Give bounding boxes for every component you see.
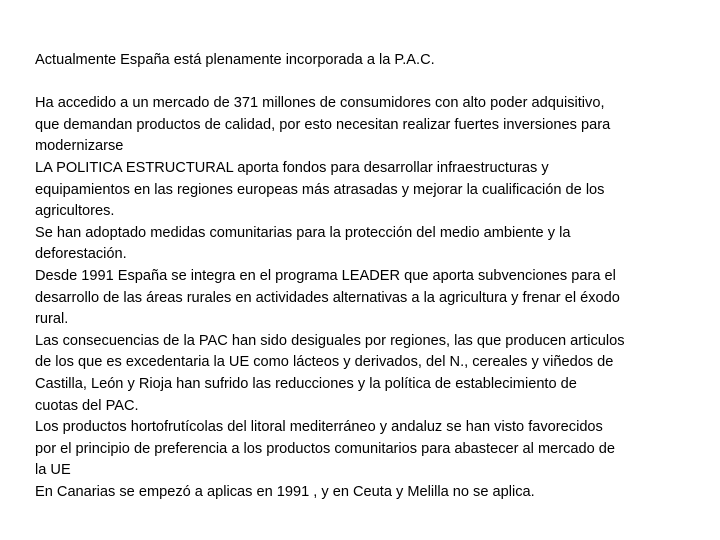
text-line: deforestación. — [35, 246, 127, 263]
slide-text-block — [35, 50, 700, 503]
text-line: desarrollo de las áreas rurales en actividades alternativas a la agricultura y frenar el éxodo — [35, 289, 620, 306]
text-line: En Canarias se empezó a aplicas en 1991 , y en Ceuta y Melilla no se aplica. — [35, 483, 535, 500]
text-line: modernizarse — [35, 138, 124, 155]
text-line: cuotas del PAC. — [35, 397, 139, 414]
text-line: Las consecuencias de la PAC han sido desiguales por regiones, las que producen articulos — [35, 332, 625, 349]
text-line: por el principio de preferencia a los productos comunitarios para abastecer al mercado de — [35, 440, 616, 457]
text-line: que demandan productos de calidad, por esto necesitan realizar fuertes inversiones para — [35, 116, 611, 133]
text-line: Los productos hortofrutícolas del litoral mediterráneo y andaluz se han visto favorecidos — [35, 419, 603, 436]
paragraph-gap — [35, 72, 700, 94]
text-line: Castilla, León y Rioja han sufrido las reducciones y la política de establecimiento de — [35, 375, 577, 392]
text-line: equipamientos en las regiones europeas más atrasadas y mejorar la cualificación de los — [35, 181, 605, 198]
text-line: Se han adoptado medidas comunitarias para la protección del medio ambiente y la — [35, 224, 571, 241]
text-line: de los que es excedentaria la UE como lácteos y derivados, del N., cereales y viñedos de — [35, 354, 614, 371]
text-line: la UE — [35, 462, 71, 479]
text-line: Desde 1991 España se integra en el programa LEADER que aporta subvenciones para el — [35, 267, 616, 284]
text-line: Ha accedido a un mercado de 371 millones de consumidores con alto poder adquisitivo, — [35, 95, 605, 112]
text-line: LA POLITICA ESTRUCTURAL aporta fondos para desarrollar infraestructuras y — [35, 159, 549, 176]
text-line: rural. — [35, 311, 69, 328]
slide-heading: Actualmente España está plenamente incorporada a la P.A.C. — [35, 52, 435, 68]
text-line: agricultores. — [35, 203, 115, 220]
